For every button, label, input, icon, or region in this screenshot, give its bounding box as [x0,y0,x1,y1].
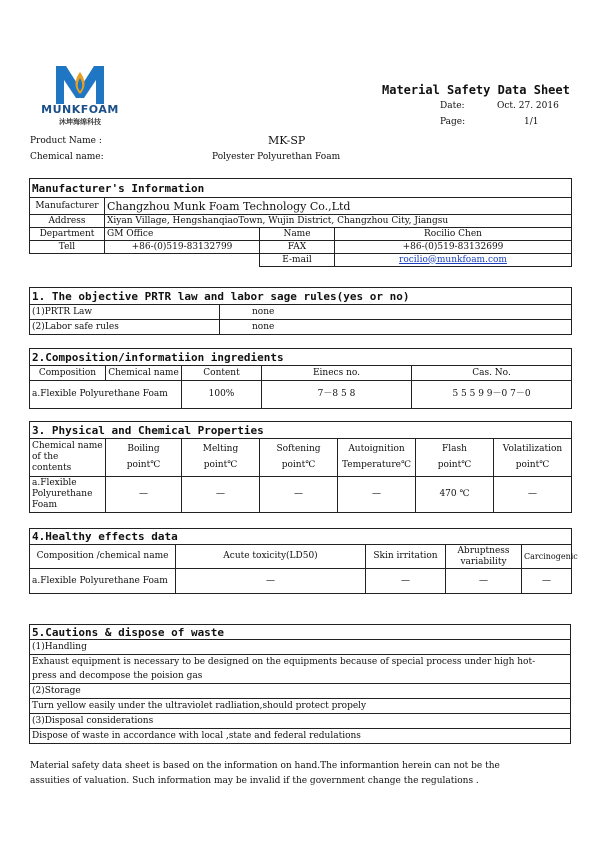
melting-value: — [182,477,260,513]
manufacturer-table [29,178,572,267]
acute-toxicity-value: — [176,569,366,594]
flash-value: 470 ℃ [416,477,494,513]
prtr-table [29,287,572,335]
col-autoignition: Autoignition Temperature℃ [338,439,416,477]
volatilization-value: — [494,477,572,513]
fax-label: FAX [260,241,335,254]
section2-heading: 2.Composition/informatiion ingredients [30,349,572,366]
handling-label: (1)Handling [30,640,571,655]
col-acute-toxicity: Acute toxicity(LD50) [176,545,366,569]
softening-value: — [260,477,338,513]
chemical-name-value: Polyester Polyurethan Foam [212,152,341,162]
page-value: 1/1 [524,117,539,127]
composition-table [29,348,572,409]
disposal-label: (3)Disposal considerations [30,714,571,729]
skin-irritation-value: — [366,569,446,594]
storage-label: (2)Storage [30,684,571,699]
product-name-value: MK-SP [268,134,306,147]
composition-value: a.Flexible Polyurethane Foam [30,381,182,409]
product-name-label: Product Name : [30,136,102,146]
health-composition-value: a.Flexible Polyurethane Foam [30,569,176,594]
name-label: Name [260,228,335,241]
disposal-text: Dispose of waste in accordance with local ,state and federal redulations [30,729,571,744]
fax-value: +86-(0)519-83132699 [335,241,572,254]
section1-heading: 1. The objective PRTR law and labor sage rules(yes or no) [30,288,572,305]
labor-rules-value: none [220,320,572,335]
manufacturer-label: Manufacturer [30,198,105,215]
date-label: Date: [440,101,465,111]
tell-value: +86-(0)519-83132799 [105,241,260,254]
physical-properties-table [29,421,572,513]
col-softening-point: Softening point℃ [260,439,338,477]
col-composition: Composition [30,366,106,381]
logo-subtitle: 沐坤海绵科技 [59,118,101,126]
carcinogenic-value: — [522,569,572,594]
name-value: Rocilio Chen [335,228,572,241]
col-chemical-name: Chemical name [106,366,182,381]
address-label: Address [30,215,105,228]
abruptness-value: — [446,569,522,594]
col-einecs: Einecs no. [262,366,412,381]
einecs-value: 7－8 5 8 [262,381,412,409]
manufacturer-heading: Manufacturer's Information [30,179,572,198]
col-cas: Cas. No. [412,366,572,381]
address-value: Xiyan Village, HengshanqiaoTown, Wujin District, Changzhou City, Jiangsu [105,215,572,228]
col-skin-irritation: Skin irritation [366,545,446,569]
col-flash-point: Flash point℃ [416,439,494,477]
document-title: Material Safety Data Sheet [382,83,570,97]
col-content: Content [182,366,262,381]
logo-brand: MUNKFOAM [41,103,119,116]
boiling-value: — [106,477,182,513]
prtr-law-label: (1)PRTR Law [30,305,220,320]
munkfoam-logo-icon [30,58,130,108]
email-label: E-mail [260,254,335,267]
col-abruptness: Abruptness variability [446,545,522,569]
footer-line-1: Material safety data sheet is based on the information on hand.The informantion herein can not be the [30,761,500,771]
tell-label: Tell [30,241,105,254]
section4-heading: 4.Healthy effects data [30,529,572,545]
col-composition-chemical: Composition /chemical name [30,545,176,569]
company-logo [30,58,130,128]
handling-text: Exhaust equipment is necessary to be designed on the equipments because of special process under high hot- press and decompose the poision gas [30,655,571,684]
manufacturer-value: Changzhou Munk Foam Technology Co.,Ltd [105,198,572,215]
health-effects-table [29,528,578,594]
col-melting-point: Melting point℃ [182,439,260,477]
content-value: 100% [182,381,262,409]
row-contents-name: a.Flexible Polyurethane Foam [30,477,106,513]
chemical-name-label: Chemical name: [30,152,104,162]
col-boiling-point: Boiling point℃ [106,439,182,477]
storage-text: Turn yellow easily under the ultraviolet radliation,should protect propely [30,699,571,714]
col-volatilization: Volatilization point℃ [494,439,572,477]
cautions-table [29,624,571,744]
email-link[interactable]: rocilio@munkfoam.com [399,254,507,265]
prtr-law-value: none [220,305,572,320]
page-label: Page: [440,117,466,127]
labor-rules-label: (2)Labor safe rules [30,320,220,335]
cas-value: 5 5 5 9 9－0 7－0 [412,381,572,409]
section5-heading: 5.Cautions & dispose of waste [30,625,571,640]
autoignition-value: — [338,477,416,513]
department-value: GM Office [105,228,260,241]
footer-line-2: assuities of valuation. Such information may be invalid if the government change the regulations . [30,776,479,786]
col-chemical-contents: Chemical name of the contents [30,439,106,477]
section3-heading: 3. Physical and Chemical Properties [30,422,572,439]
department-label: Department [30,228,105,241]
col-carcinogenic: Carcinogenic [522,545,572,569]
date-value: Oct. 27. 2016 [497,101,559,111]
